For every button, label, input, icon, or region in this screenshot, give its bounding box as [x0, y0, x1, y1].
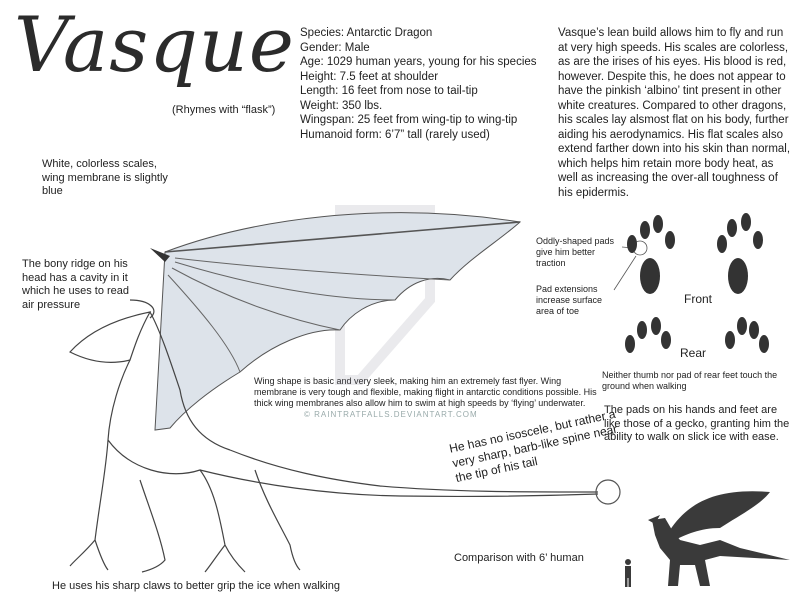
stat-weight: Weight: 350 lbs.: [300, 99, 383, 112]
watermark: © RAINTRATFALLS.DEVIANTART.COM: [304, 410, 478, 419]
stat-length: Length: 16 feet from nose to tail-tip: [300, 85, 478, 97]
front-feet-label: Front: [684, 292, 713, 306]
rear-feet-icons: [625, 317, 769, 353]
pad-extension-note: Pad extensions increase surface area of toe: [536, 284, 603, 316]
dragon-wing: [150, 213, 520, 430]
stat-age: Age: 1029 human years, young for his species: [300, 56, 537, 68]
rear-feet-note: Neither thumb nor pad of rear feet touch the ground when walking: [602, 370, 778, 391]
page-title: Vasque: [14, 0, 295, 89]
scales-note: White, colorless scales, wing membrane is slightly blue: [42, 158, 168, 197]
stat-gender: Gender: Male: [300, 41, 370, 54]
size-comparison-silhouette: [648, 491, 790, 586]
stat-humanoid: Humanoid form: 6’7” tall (rarely used): [300, 128, 490, 141]
description-paragraph: Vasque’s lean build allows him to fly and run at very high speeds. His scales are colorless, as are the irises of his eyes. His blood is red, however. Despite this, he does not appear to have the pinkish ‘albino’ tint present in other white creatures. Compared to other dragons, his scales lay alsmost flat on his body, further aiding his aerodynamics. His flat scales also extend farther down into his skin than normal, which helps him retain more body heat, as well as increasing the over-all toughness of his epidermis.: [558, 27, 791, 199]
stat-height: Height: 7.5 feet at shoulder: [300, 70, 439, 83]
pronunciation-note: (Rhymes with “flask”): [172, 104, 276, 116]
head-ridge-note: The bony ridge on his head has a cavity in it which he uses to read air pressure: [22, 258, 130, 311]
human-silhouette: [625, 559, 631, 587]
stat-species: Species: Antarctic Dragon: [300, 27, 433, 39]
comparison-caption: Comparison with 6’ human: [454, 552, 584, 564]
rear-feet-label: Rear: [680, 346, 707, 360]
wing-note: Wing shape is basic and very sleek, making him an extremely fast flyer. Wing membrane is very tough and flexible, making flight in antarctic conditions possible. His thick wing membranes also allow him to swim at high speeds by ‘flying’ underwater.: [254, 376, 597, 408]
tail-spine-note: He has no isoscele, but rather a very sharp, barb-like spine near the tip of his tail: [448, 406, 619, 486]
gecko-pads-note: The pads on his hands and feet are like those of a gecko, granting him the ability to walk on slick ice with ease.: [604, 404, 790, 443]
claws-caption: He uses his sharp claws to better grip the ice when walking: [52, 580, 340, 592]
stat-wingspan: Wingspan: 25 feet from wing-tip to wing-tip: [300, 114, 518, 126]
front-feet-icons: [627, 213, 763, 294]
pads-note: Oddly-shaped pads give him better traction: [536, 236, 615, 268]
